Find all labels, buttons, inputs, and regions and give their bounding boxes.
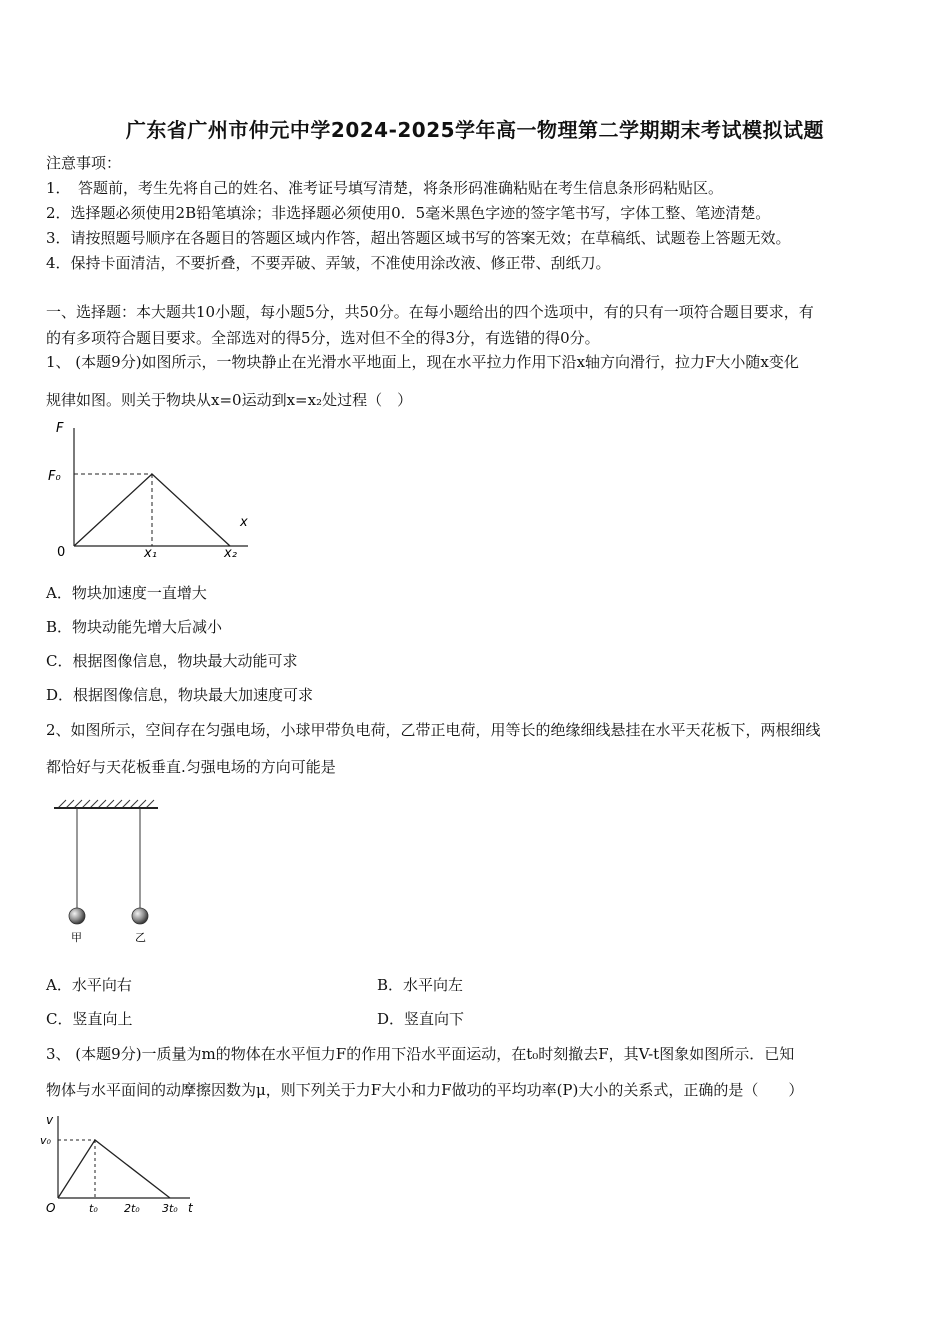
graph-origin-label: 0 — [57, 545, 66, 560]
vt-t0-label: t₀ — [89, 1202, 98, 1215]
ball-yi — [132, 908, 148, 924]
ball-yi-label: 乙 — [135, 931, 146, 944]
force-displacement-graph — [40, 418, 260, 568]
notice-item: 1． 答题前，考生先将自己的姓名、准考证号填写清楚，将条形码准确粘贴在考生信息条形码粘贴区。 — [46, 179, 724, 197]
question-3-text: 物体与水平面间的动摩擦因数为μ，则下列关于力F大小和力F做功的平均功率(P)大小的关系式，正确的是（ ） — [46, 1081, 804, 1099]
vt-v0-label: v₀ — [40, 1134, 51, 1147]
pendulum-figure — [44, 794, 174, 950]
question-1-text: 1、 (本题9分)如图所示，一物块静止在光滑水平地面上，现在水平拉力作用下沿x轴方向滑行，拉力F大小随x变化 — [46, 353, 799, 371]
notice-item: 4．保持卡面清洁，不要折叠，不要弄破、弄皱，不准使用涂改液、修正带、刮纸刀。 — [46, 254, 611, 272]
question-2-option-a: A．水平向右 — [46, 976, 132, 994]
ball-jia-label: 甲 — [71, 931, 82, 944]
question-2-option-d: D．竖直向下 — [377, 1010, 465, 1028]
graph-y-label: F — [56, 421, 64, 436]
graph-x2-label: x₂ — [224, 546, 237, 561]
notice-item: 2．选择题必须使用2B铅笔填涂；非选择题必须使用0．5毫米黑色字迹的签字笔书写，字体工整、笔迹清楚。 — [46, 204, 771, 222]
vt-velocity-curve — [58, 1140, 170, 1198]
section-intro-line: 一、选择题：本大题共10小题，每小题5分，共50分。在每小题给出的四个选项中，有的只有一项符合题目要求，有 — [46, 303, 814, 321]
vt-y-label: v — [46, 1113, 54, 1127]
ball-jia — [69, 908, 85, 924]
page-title: 广东省广州市仲元中学2024-2025学年高一物理第二学期期末考试模拟试题 — [125, 118, 825, 142]
question-2-text: 2、如图所示，空间存在匀强电场，小球甲带负电荷，乙带正电荷，用等长的绝缘细线悬挂在水平天花板下，两根细线 — [46, 721, 821, 739]
question-3-text: 3、 (本题9分)一质量为m的物体在水平恒力F的作用下沿水平面运动，在t₀时刻撤去F，其V-t图象如图所示．已知 — [46, 1045, 795, 1063]
graph-peak-label: F₀ — [48, 469, 61, 484]
graph-x1-label: x₁ — [144, 546, 157, 561]
vt-x-label: t — [188, 1201, 193, 1215]
section-intro-line: 的有多项符合题目要求。全部选对的得5分，选对但不全的得3分，有选错的得0分。 — [46, 329, 600, 347]
notice-item: 3．请按照题号顺序在各题目的答题区域内作答，超出答题区域书写的答案无效；在草稿纸、试题卷上答题无效。 — [46, 229, 791, 247]
question-2-option-c: C．竖直向上 — [46, 1010, 133, 1028]
graph-x-label: x — [240, 515, 248, 530]
question-1-option-c: C．根据图像信息，物块最大动能可求 — [46, 652, 298, 670]
vt-2t0-label: 2t₀ — [124, 1202, 140, 1215]
question-1-option-a: A．物块加速度一直增大 — [46, 584, 207, 602]
velocity-time-graph — [40, 1108, 210, 1220]
question-1-text: 规律如图。则关于物块从x=0运动到x=x₂处过程（ ） — [46, 391, 413, 409]
question-1-option-d: D．根据图像信息，物块最大加速度可求 — [46, 686, 314, 704]
notice-heading: 注意事项： — [46, 154, 122, 172]
ceiling-hatching — [58, 800, 154, 808]
vt-3t0-label: 3t₀ — [162, 1202, 178, 1215]
vt-origin-label: O — [46, 1201, 56, 1215]
question-2-text: 都恰好与天花板垂直.匀强电场的方向可能是 — [46, 758, 336, 776]
question-2-option-b: B．水平向左 — [377, 976, 464, 994]
question-1-option-b: B．物块动能先增大后减小 — [46, 618, 223, 636]
